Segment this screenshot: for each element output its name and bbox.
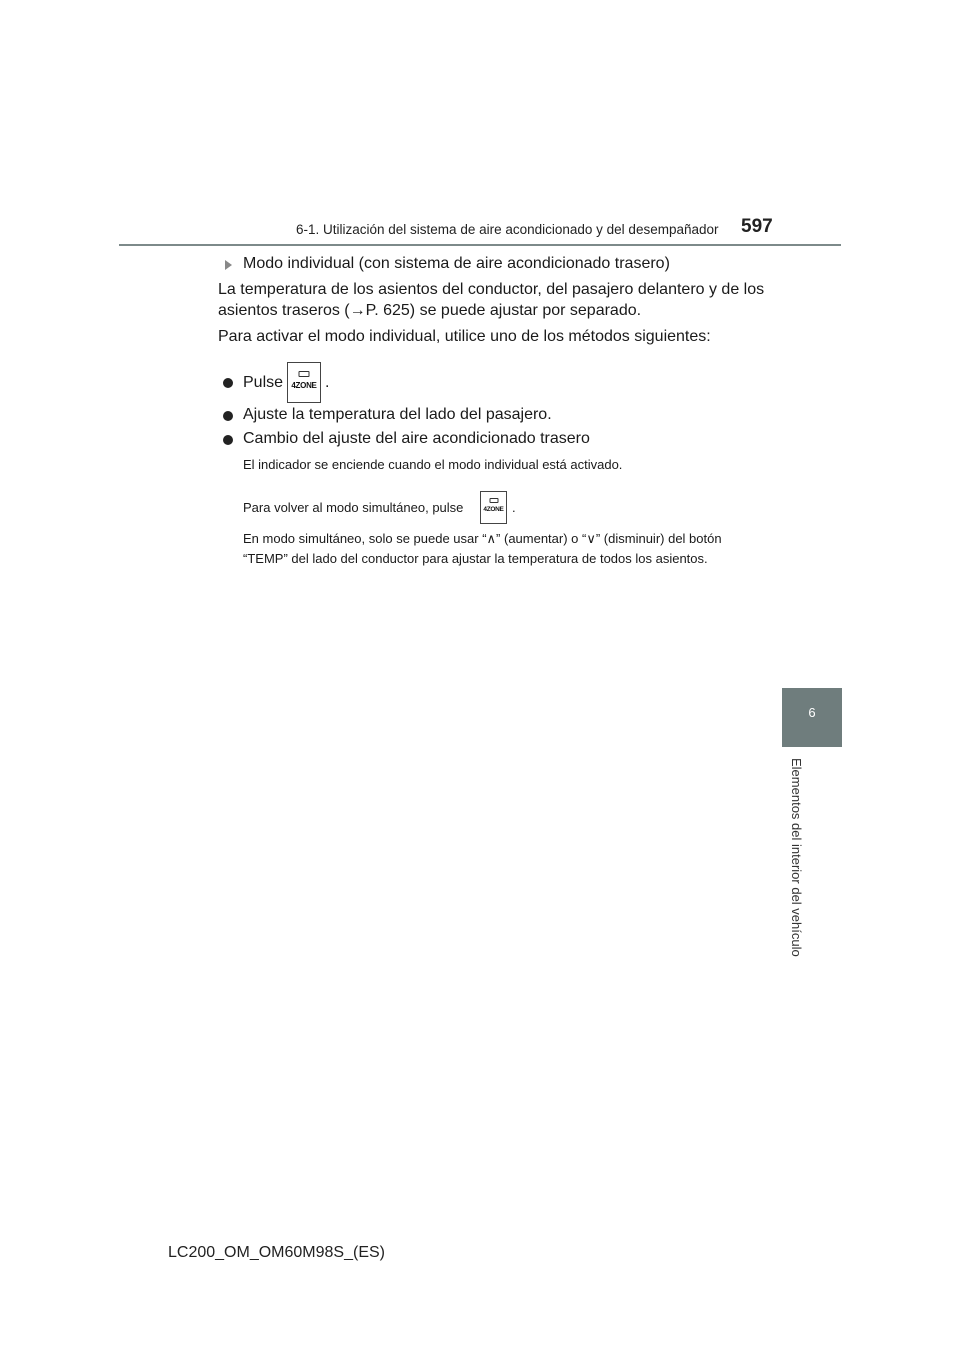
chapter-number: 6 (808, 705, 816, 720)
note-2-period: . (512, 500, 516, 515)
paragraph-1-line-2: asientos traseros (→P. 625) se puede ajustar por separado. (218, 302, 642, 319)
paragraph-1-line-1: La temperatura de los asientos del conductor, del pasajero delantero y de los (218, 281, 765, 298)
button-label: 4ZONE (291, 381, 317, 390)
bullet-3-text: Cambio del ajuste del aire acondicionado trasero (243, 430, 590, 447)
bullet-icon (223, 411, 233, 421)
bullet-2-text: Ajuste la temperatura del lado del pasajero. (243, 406, 552, 423)
chapter-tab (782, 688, 842, 747)
4zone-button-icon (287, 362, 321, 403)
button-label: 4ZONE (483, 506, 504, 513)
note-3-line-2: “TEMP” del lado del conductor para ajustar la temperatura de todos los asientos. (243, 551, 708, 566)
indicator-light-icon (299, 371, 310, 377)
paragraph-2: Para activar el modo individual, utilice uno de los métodos siguientes: (218, 328, 711, 345)
bullet-1-period: . (325, 374, 330, 391)
section-title: 6-1. Utilización del sistema de aire acondicionado y del desempañador (296, 222, 719, 237)
header-divider (119, 244, 841, 246)
subheading: Modo individual (con sistema de aire acondicionado trasero) (243, 255, 670, 272)
bullet-1-text: Pulse (243, 374, 284, 391)
note-1: El indicador se enciende cuando el modo individual está activado. (243, 457, 623, 472)
triangle-right-icon (225, 260, 232, 270)
bullet-icon (223, 435, 233, 445)
chapter-title: Elementos del interior del vehículo (789, 758, 804, 957)
bullet-icon (223, 378, 233, 388)
note-2-text: Para volver al modo simultáneo, pulse (243, 500, 464, 515)
document-code: LC200_OM_OM60M98S_(ES) (168, 1244, 385, 1261)
note-3-line-1: En modo simultáneo, solo se puede usar “∧” (aumentar) o “∨” (disminuir) del botón (243, 531, 722, 546)
page-number: 597 (741, 216, 773, 237)
indicator-light-icon (489, 498, 498, 503)
4zone-button-icon (480, 491, 507, 524)
